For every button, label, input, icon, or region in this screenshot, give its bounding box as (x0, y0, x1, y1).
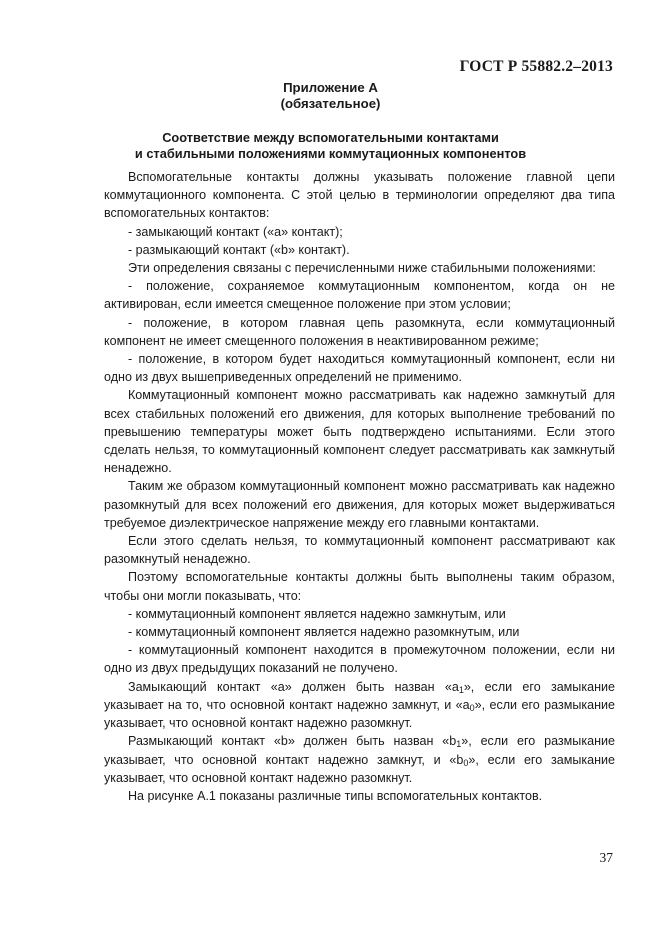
paragraph-closing: На рисунке А.1 показаны различные типы вспомогательных контактов. (128, 788, 543, 803)
annex-label: Приложение А (283, 80, 378, 95)
paragraph: Эти определения связаны с перечисленными ниже стабильными положениями: (128, 261, 596, 276)
list-item: - положение, сохраняемое коммутационным компонентом, когда он не активирован, если имеется смещенное положение при этом условии; (104, 279, 615, 312)
standard-code: ГОСТ Р 55882.2–2013 (459, 58, 613, 75)
body-text (104, 168, 615, 805)
list-item: - коммутационный компонент является надежно замкнутым, или (128, 606, 506, 621)
subscript: 1 (458, 684, 464, 695)
text-run: Размыкающий контакт «b» должен быть назван «b (128, 734, 457, 749)
text-run: », если его замыкание указывает на то, что основной контакт надежно замкнут, и «a (104, 679, 615, 712)
paragraph: Поэтому вспомогательные контакты должны быть выполнены таким образом, чтобы они могли показывать, что: (104, 570, 615, 603)
subscript: 0 (463, 757, 469, 768)
annex-title-line-1: Соответствие между вспомогательными контактами (162, 130, 499, 145)
text-run: », если его размыкание указывает, что основной контакт надежно замкнут, и «b (104, 734, 615, 767)
paragraph: Таким же образом коммутационный компонент можно рассматривать как надежно разомкнутый для всех положений его движения, для которых может выдерживаться требуемое диэлектрическое напряжение между его главными контактами. (104, 479, 615, 530)
subscript: 0 (469, 702, 475, 713)
list-item: - коммутационный компонент является надежно разомкнутым, или (128, 625, 520, 640)
paragraph-contact-b (104, 732, 615, 787)
paragraph: Вспомогательные контакты должны указывать положение главной цепи коммутационного компонента. С этой целью в терминологии определяют два типа вспомогательных контактов: (104, 170, 615, 221)
text-run: », если его размыкание указывает, что основной контакт надежно разомкнут. (104, 697, 615, 731)
annex-title-line-2: и стабильными положениями коммутационных компонентов (134, 146, 527, 161)
paragraph: Коммутационный компонент можно рассматривать как надежно замкнутый для всех стабильных положений его движения, для которых выполнение требований по превышению температуры может быть подтверждено испытаниями. Если этого сделать нельзя, то коммутационный компонент следует рассматривать как замкнутый ненадежно. (104, 388, 615, 476)
list-item: - положение, в котором главная цепь разомкнута, если коммутационный компонент не имеет смещенного положения в неактивированном режиме; (104, 315, 615, 348)
page-number: 37 (599, 850, 613, 865)
subscript: 1 (456, 739, 462, 750)
list-item: - коммутационный компонент находится в промежуточном положении, если ни одно из двух предыдущих показаний не получено. (104, 643, 615, 676)
annex-status: (обязательное) (280, 96, 381, 111)
paragraph-contact-a (104, 678, 615, 733)
list-item: - замыкающий контакт («a» контакт); (128, 224, 343, 239)
list-item: - положение, в котором будет находиться коммутационный компонент, если ни одно из двух вышеприведенных определений не применимо. (104, 352, 615, 385)
paragraph: Если этого сделать нельзя, то коммутационный компонент рассматривают как разомкнутый ненадежно. (104, 534, 615, 567)
text-run: », если его замыкание указывает, что основной контакт надежно разомкнут. (104, 752, 615, 785)
annex-heading (0, 80, 661, 112)
text-run: Замыкающий контакт «a» должен быть назван «a (128, 679, 459, 694)
list-item: - размыкающий контакт («b» контакт). (128, 242, 350, 257)
annex-title (0, 130, 661, 162)
